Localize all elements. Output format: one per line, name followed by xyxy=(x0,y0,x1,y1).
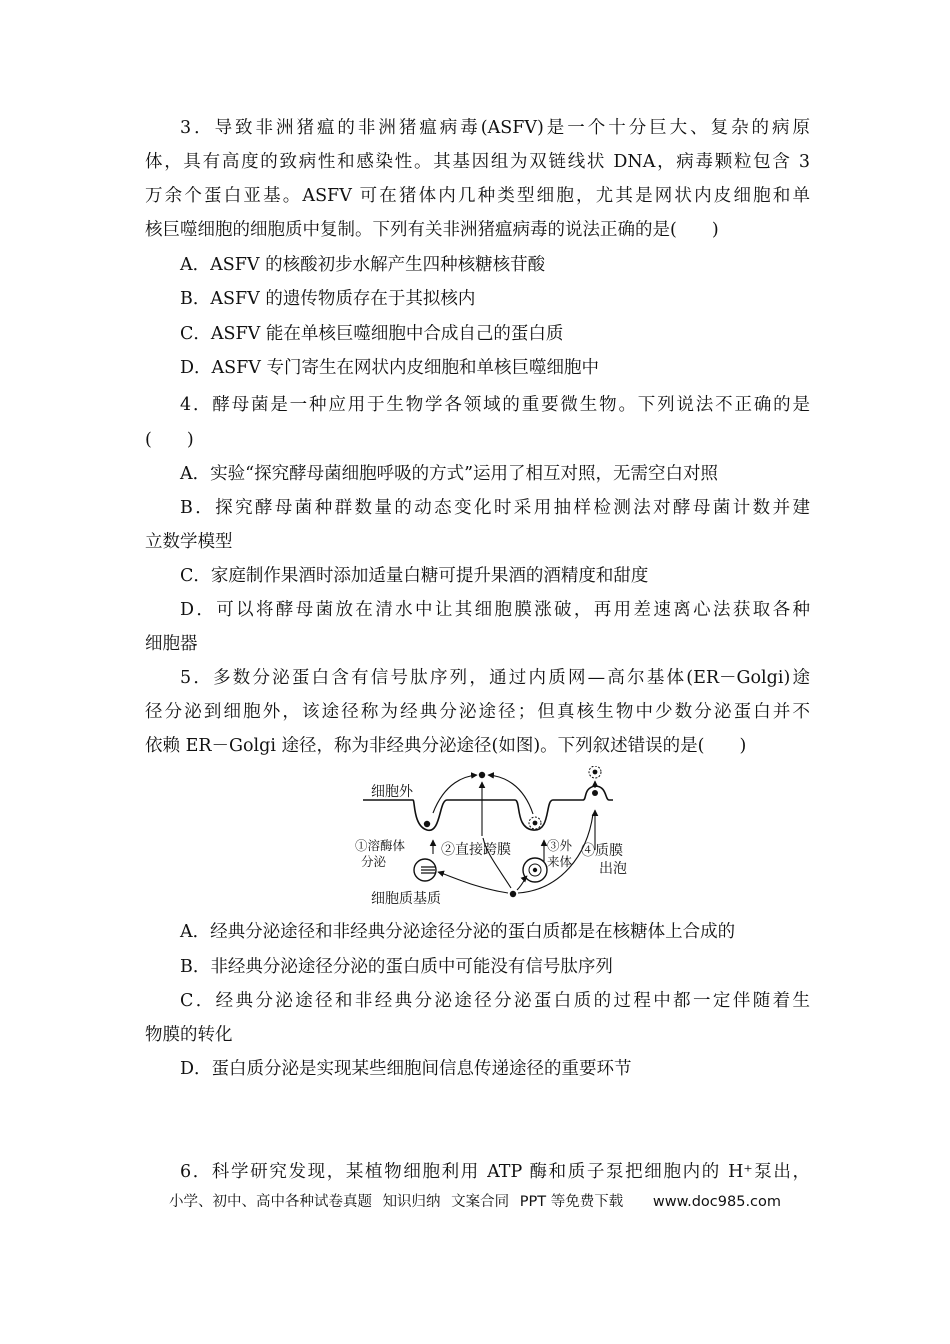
label-cytoplasm-matrix: 细胞质基质 xyxy=(371,891,441,907)
q4-stem-line-2: ( ) xyxy=(145,430,194,450)
label-lysosome-secretion-2: 分泌 xyxy=(361,854,387,869)
q4-option-a: A．实验“探究酵母菌细胞呼吸的方式”运用了相互对照，无需空白对照 xyxy=(180,464,719,484)
label-exosome-2: 来体 xyxy=(547,854,573,869)
q5-option-b: B．非经典分泌途径分泌的蛋白质中可能没有信号肽序列 xyxy=(180,957,613,977)
lysosome-vesicle-dot xyxy=(424,821,430,827)
q4-stem-line-1: 4．酵母菌是一种应用于生物学各领域的重要微生物。下列说法不正确的是 xyxy=(180,395,810,415)
q4-option-c: C．家庭制作果酒时添加适量白糖可提升果酒的酒精度和甜度 xyxy=(180,566,649,586)
footer-item: PPT 等免费下载 xyxy=(519,1194,624,1210)
secretion-pathway-diagram xyxy=(355,766,655,908)
q3-stem-line-3: 万余个蛋白亚基。ASFV 可在猪体内几种类型细胞，尤其是网状内皮细胞和单 xyxy=(145,186,810,206)
footer-item: 小学、初中、高中各种试卷真题 xyxy=(168,1194,372,1210)
q4-option-d-line-2: 细胞器 xyxy=(145,634,198,654)
q5-stem-line-3: 依赖 ER－Golgi 途径，称为非经典分泌途径(如图)。下列叙述错误的是( ) xyxy=(145,736,747,756)
q3-stem-line-2: 体，具有高度的致病性和感染性。其基因组为双链线状 DNA，病毒颗粒包含 3 xyxy=(145,152,810,172)
page-footer xyxy=(0,1190,950,1211)
footer-item: 知识归纳 xyxy=(382,1194,441,1210)
q5-option-a: A．经典分泌途径和非经典分泌途径分泌的蛋白质都是在核糖体上合成的 xyxy=(180,922,736,942)
q3-option-b: B．ASFV 的遗传物质存在于其拟核内 xyxy=(180,289,476,309)
label-lysosome-secretion: ①溶酶体 xyxy=(355,838,406,853)
q4-option-b-line-2: 立数学模型 xyxy=(145,532,233,552)
q5-option-c-line-2: 物膜的转化 xyxy=(145,1025,233,1045)
q3-option-c: C．ASFV 能在单核巨噬细胞中合成自己的蛋白质 xyxy=(180,324,564,344)
q5-option-c-line-1: C．经典分泌途径和非经典分泌途径分泌蛋白质的过程中都一定伴随着生 xyxy=(180,991,810,1011)
q5-stem-line-1: 5．多数分泌蛋白含有信号肽序列，通过内质网—高尔基体(ER－Golgi)途 xyxy=(180,668,810,688)
label-direct-transmembrane: ②直接跨膜 xyxy=(441,842,511,858)
q6-stem-line-1: 6．科学研究发现，某植物细胞利用 ATP 酶和质子泵把细胞内的 H⁺泵出， xyxy=(180,1162,810,1182)
q4-option-d-line-1: D．可以将酵母菌放在清水中让其细胞膜涨破，再用差速离心法获取各种 xyxy=(180,600,810,620)
plasma-bleb-vesicle xyxy=(592,790,598,796)
secreted-protein-dot xyxy=(479,772,485,778)
label-exosome: ③外 xyxy=(547,838,573,853)
label-plasma-bleb-2: 出泡 xyxy=(599,861,627,877)
label-outside: 细胞外 xyxy=(371,784,413,800)
footer-item: 文案合同 xyxy=(451,1194,510,1210)
footer-url: www.doc985.com xyxy=(652,1194,782,1210)
label-plasma-bleb: ④质膜 xyxy=(581,843,623,859)
cytoplasm-protein-dot xyxy=(510,891,516,897)
q5-stem-line-2: 径分泌到细胞外，该途径称为经典分泌途径；但真核生物中少数分泌蛋白并不 xyxy=(145,702,810,722)
q3-stem-line-4: 核巨噬细胞的细胞质中复制。下列有关非洲猪瘟病毒的说法正确的是( ) xyxy=(145,220,719,240)
q3-option-d: D．ASFV 专门寄生在网状内皮细胞和单核巨噬细胞中 xyxy=(180,358,599,378)
q3-option-a: A．ASFV 的核酸初步水解产生四种核糖核苷酸 xyxy=(180,255,546,275)
q5-option-d: D．蛋白质分泌是实现某些细胞间信息传递途径的重要环节 xyxy=(180,1059,632,1079)
q4-option-b-line-1: B．探究酵母菌种群数量的动态变化时采用抽样检测法对酵母菌计数并建 xyxy=(180,498,810,518)
q3-stem-line-1: 3．导致非洲猪瘟的非洲猪瘟病毒(ASFV)是一个十分巨大、复杂的病原 xyxy=(180,118,810,138)
